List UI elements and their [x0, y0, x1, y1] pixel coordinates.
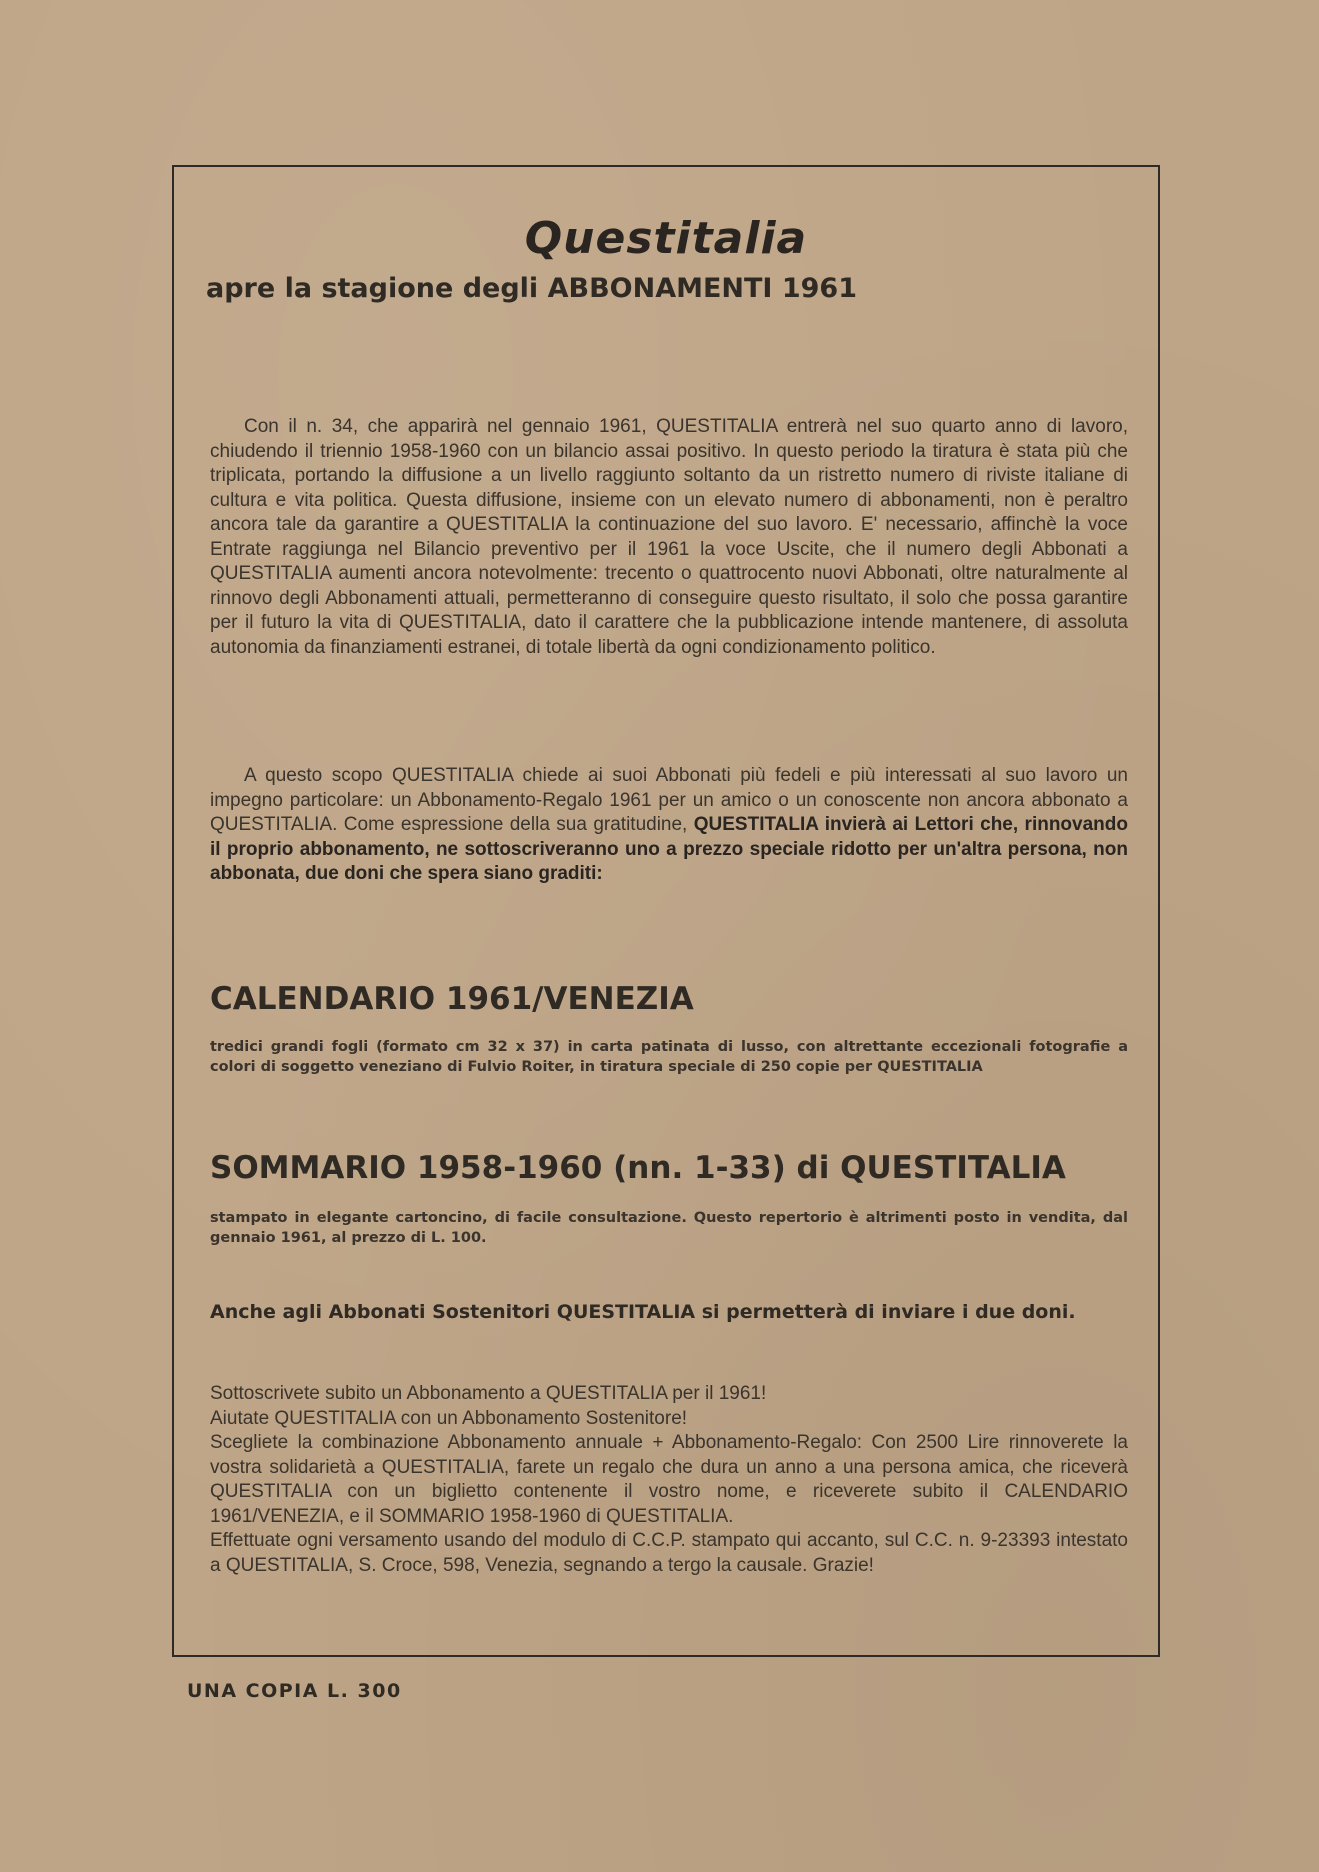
- copy-price: UNA COPIA L. 300: [187, 1680, 402, 1702]
- announcement-frame: [172, 165, 1160, 1657]
- cta-subscribe: Sottoscrivete subito un Abbonamento a QUESTITALIA per il 1961!: [210, 1383, 767, 1404]
- offer-paragraph-emphasis: QUESTITALIA invierà ai Lettori che, rinnovando il proprio abbonamento, ne sottoscriveranno uno a prezzo speciale ridotto per un'altra persona, non abbonata, due doni che spera siano graditi:: [210, 814, 1128, 884]
- gift-summary-description: stampato in elegante cartoncino, di facile consultazione. Questo repertorio è altrimenti posto in vendita, dal gennaio 1961, al prezzo di L. 100.: [210, 1210, 1128, 1246]
- cta-support: Aiutate QUESTITALIA con un Abbonamento Sostenitore!: [210, 1407, 688, 1429]
- cta-payment: Effettuate ogni versamento usando del modulo di C.C.P. stampato qui accanto, sul C.C. n. 9-23393 intestato a QUESTITALIA, S. Croce, 598, Venezia, segnando a tergo la causale. Grazie!: [210, 1530, 1128, 1576]
- gift-calendar-description: tredici grandi fogli (formato cm 32 x 37) in carta patinata di lusso, con altrettante eccezionali fotografie a colori di soggetto veneziano di Fulvio Roiter, in tiratura speciale di 250 copie per QUESTITALIA: [210, 1039, 1128, 1075]
- gift-summary-title: SOMMARIO 1958-1960 (nn. 1-33) di QUESTITALIA: [210, 1150, 1066, 1186]
- headline: apre la stagione degli ABBONAMENTI 1961: [206, 273, 858, 304]
- supporters-note: Anche agli Abbonati Sostenitori QUESTITALIA si permetterà di inviare i due doni.: [210, 1301, 1076, 1323]
- magazine-logo: Questitalia: [524, 213, 808, 264]
- offer-paragraph-text: A questo scopo QUESTITALIA chiede ai suoi Abbonati più fedeli e più interessati al suo lavoro un impegno particolare: un Abbonamento-Regalo 1961 per un amico o un conoscente non ancora abbonato a QUESTITALIA. Come espressione della sua gratitudine,: [210, 765, 1128, 835]
- cta-combination: Scegliete la combinazione Abbonamento annuale + Abbonamento-Regalo: Con 2500 Lire rinnoverete la vostra solidarietà a QUESTITALIA, farete un regalo che dura un anno a una persona amica, che riceverà QUESTITALIA con un biglietto contenente il vostro nome, e riceverete subito il CALENDARIO 1961/VENEZIA, e il SOMMARIO 1958-1960 di QUESTITALIA.: [210, 1432, 1128, 1527]
- gift-calendar-title: CALENDARIO 1961/VENEZIA: [210, 981, 694, 1017]
- intro-paragraph: Con il n. 34, che apparirà nel gennaio 1961, QUESTITALIA entrerà nel suo quarto anno di lavoro, chiudendo il triennio 1958-1960 con un bilancio assai positivo. In questo periodo la tiratura è stata più che triplicata, portando la diffusione a un livello raggiunto soltanto da un ristretto numero di riviste italiane di cultura e vita politica. Questa diffusione, insieme con un elevato numero di abbonamenti, non è peraltro ancora tale da garantire a QUESTITALIA la continuazione del suo lavoro. E' necessario, affinchè la voce Entrate raggiunga nel Bilancio preventivo per il 1961 la voce Uscite, che il numero degli Abbonati a QUESTITALIA aumenti ancora notevolmente: trecento o quattrocento nuovi Abbonati, oltre naturalmente al rinnovo degli Abbonamenti attuali, permetteranno di conseguire questo risultato, il solo che possa garantire per il futuro la vita di QUESTITALIA, dato il carattere che la pubblicazione intende mantenere, di assoluta autonomia da finanziamenti estranei, di totale libertà da ogni condizionamento politico.: [210, 416, 1128, 658]
- offer-paragraph: [210, 764, 1128, 887]
- call-to-action: [210, 1382, 1128, 1578]
